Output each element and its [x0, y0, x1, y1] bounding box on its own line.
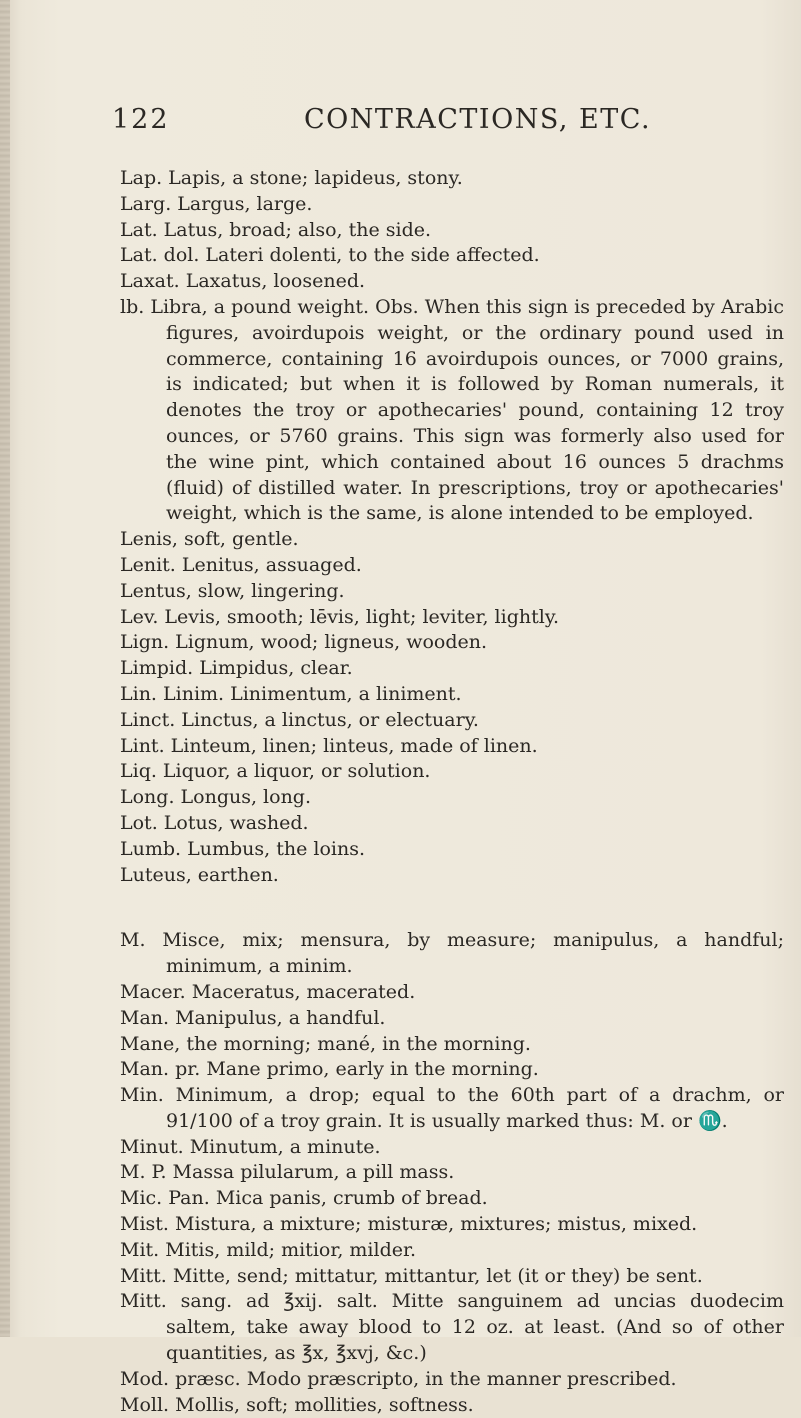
page-number: 122	[112, 104, 170, 135]
page-body	[120, 166, 784, 1418]
glossary-entry: Lentus, slow, lingering.	[120, 579, 345, 602]
glossary-entry: Mane, the morning; mané, in the morning.	[120, 1032, 531, 1055]
glossary-entry: Liq. Liquor, a liquor, or solution.	[120, 760, 431, 783]
glossary-entry: Lap. Lapis, a stone; lapideus, stony.	[120, 167, 463, 189]
glossary-entry: Moll. Mollis, soft; mollities, softness.	[120, 1393, 474, 1416]
glossary-entry: Minut. Minutum, a minute.	[120, 1135, 381, 1158]
glossary-entry: Lot. Lotus, washed.	[120, 811, 309, 834]
glossary-entry: Man. pr. Mane primo, early in the morning.	[120, 1058, 539, 1081]
glossary-entry: Limpid. Limpidus, clear.	[120, 657, 353, 680]
glossary-entry: Mit. Mitis, mild; mitior, milder.	[120, 1238, 417, 1261]
glossary-entry: Mitt. Mitte, send; mittatur, mittantur, let (it or they) be sent.	[120, 1264, 703, 1287]
glossary-entry: Mist. Mistura, a mixture; misturæ, mixtures; mistus, mixed.	[120, 1213, 698, 1236]
glossary-entry: Lint. Linteum, linen; linteus, made of linen.	[120, 734, 538, 757]
glossary-entry: Lin. Linim. Linimentum, a liniment.	[120, 682, 462, 705]
section-gap	[120, 888, 784, 928]
entries-m-section	[120, 928, 784, 1418]
glossary-entry: lb. Libra, a pound weight. Obs. When this sign is preceded by Arabic figures, avoirdupois weight, or the ordinary pound used in commerce, containing 16 avoirdupois ounces, or 7000 grains, is indicated; but when it is followed by Roman numerals, it denotes the troy or apothecaries' pound, containing 12 troy ounces, or 5760 grains. This sign was formerly also used for the wine pint, which contained about 16 ounces 5 drachms (fluid) of distilled water. In prescriptions, troy or apothecaries' weight, which is the same, is alone intended to be employed.	[120, 295, 784, 525]
glossary-entry: Lumb. Lumbus, the loins.	[120, 837, 365, 860]
glossary-entry: Long. Longus, long.	[120, 786, 312, 809]
glossary-entry: Linct. Linctus, a linctus, or electuary.	[120, 708, 479, 731]
glossary-entry: M. Misce, mix; mensura, by measure; manipulus, a handful; minimum, a minim.	[120, 929, 784, 978]
running-head: CONTRACTIONS, ETC.	[304, 104, 652, 135]
glossary-entry: Min. Minimum, a drop; equal to the 60th part of a drachm, or 91/100 of a troy grain. It is usually marked thus: M. or ♏.	[120, 1084, 784, 1132]
glossary-entry: Lat. dol. Lateri dolenti, to the side affected.	[120, 244, 540, 267]
glossary-entry: Mitt. sang. ad ℥xij. salt. Mitte sanguinem ad uncias duodecim saltem, take away blood to 12 oz. at least. (And so of other quantities, as ℥x, ℥xvj, &c.)	[120, 1290, 784, 1365]
glossary-entry: Luteus, earthen.	[120, 863, 279, 886]
glossary-entry: Lenit. Lenitus, assuaged.	[120, 553, 362, 576]
glossary-entry: Macer. Maceratus, macerated.	[120, 980, 416, 1003]
glossary-entry: Lev. Levis, smooth; lēvis, light; leviter, lightly.	[120, 605, 560, 628]
page-gutter	[0, 0, 10, 1337]
glossary-entry: Lign. Lignum, wood; ligneus, wooden.	[120, 631, 488, 654]
glossary-entry: Mod. præsc. Modo præscripto, in the manner prescribed.	[120, 1367, 677, 1390]
glossary-entry: Mic. Pan. Mica panis, crumb of bread.	[120, 1187, 488, 1210]
glossary-entry: Laxat. Laxatus, loosened.	[120, 270, 366, 293]
glossary-entry: M. P. Massa pilularum, a pill mass.	[120, 1161, 455, 1184]
glossary-entry: Man. Manipulus, a handful.	[120, 1006, 386, 1029]
entries-l-section	[120, 166, 784, 888]
glossary-entry: Lenis, soft, gentle.	[120, 528, 299, 551]
glossary-entry: Lat. Latus, broad; also, the side.	[120, 218, 432, 241]
glossary-entry: Larg. Largus, large.	[120, 192, 313, 215]
